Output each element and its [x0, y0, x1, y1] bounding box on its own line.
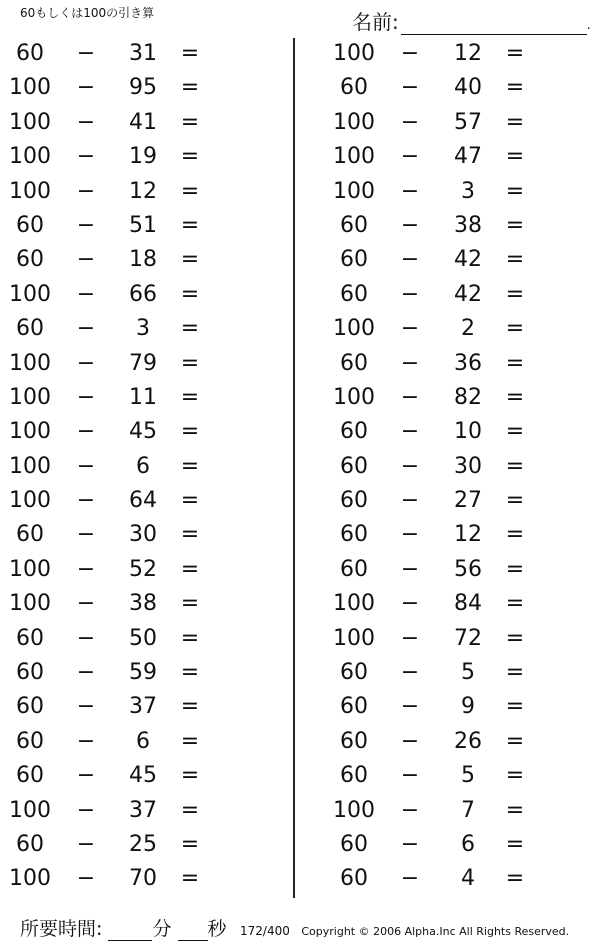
- answer-space[interactable]: [210, 140, 280, 170]
- footer-info: [240, 924, 569, 938]
- answer-space[interactable]: [534, 381, 600, 411]
- minuend: 60: [340, 212, 368, 238]
- name-end-mark: .: [586, 18, 591, 32]
- name-blank-line[interactable]: [401, 16, 587, 35]
- minus-sign: −: [76, 109, 96, 135]
- subtrahend: 57: [454, 109, 482, 135]
- minuend: 60: [16, 694, 44, 720]
- subtrahend: 30: [129, 522, 157, 548]
- answer-space[interactable]: [534, 794, 600, 824]
- answer-space[interactable]: [210, 690, 280, 720]
- minus-sign: −: [76, 75, 96, 101]
- minuend: 60: [16, 41, 44, 66]
- answer-space[interactable]: [534, 759, 600, 789]
- equals-sign: =: [180, 797, 200, 823]
- name-field: [352, 6, 591, 35]
- minuend: 60: [340, 488, 368, 514]
- minus-sign: −: [400, 866, 420, 892]
- subtrahend: 2: [461, 316, 475, 342]
- answer-space[interactable]: [210, 312, 280, 342]
- subtrahend: 82: [454, 384, 482, 410]
- equals-sign: =: [180, 453, 200, 479]
- minuend: 60: [340, 660, 368, 686]
- subtrahend: 3: [136, 316, 150, 342]
- equals-sign: =: [505, 350, 525, 376]
- minuend: 100: [9, 556, 51, 582]
- copyright-text: Copyright © 2006 Alpha.Inc All Rights Reserved.: [301, 925, 570, 938]
- minus-sign: −: [400, 728, 420, 754]
- equals-sign: =: [180, 316, 200, 342]
- answer-space[interactable]: [210, 209, 280, 239]
- answer-space[interactable]: [534, 862, 600, 892]
- answer-space[interactable]: [210, 725, 280, 755]
- subtrahend: 38: [454, 212, 482, 238]
- answer-space[interactable]: [210, 759, 280, 789]
- equals-sign: =: [180, 556, 200, 582]
- subtrahend: 11: [129, 384, 157, 410]
- equals-sign: =: [180, 694, 200, 720]
- minuend: 100: [9, 591, 51, 617]
- answer-space[interactable]: [534, 587, 600, 617]
- minuend: 100: [9, 144, 51, 170]
- subtrahend: 66: [129, 281, 157, 307]
- equals-sign: =: [505, 247, 525, 273]
- equals-sign: =: [505, 178, 525, 204]
- minuend: 60: [340, 831, 368, 857]
- minuend: 60: [340, 350, 368, 376]
- answer-space[interactable]: [210, 828, 280, 858]
- minus-sign: −: [400, 419, 420, 445]
- subtrahend: 56: [454, 556, 482, 582]
- minuend: 100: [9, 453, 51, 479]
- equals-sign: =: [505, 831, 525, 857]
- answer-space[interactable]: [210, 175, 280, 205]
- equals-sign: =: [505, 453, 525, 479]
- equals-sign: =: [505, 728, 525, 754]
- minus-sign: −: [76, 316, 96, 342]
- subtrahend: 38: [129, 591, 157, 617]
- subtrahend: 12: [454, 522, 482, 548]
- equals-sign: =: [180, 763, 200, 789]
- equals-sign: =: [505, 316, 525, 342]
- minuend: 60: [340, 522, 368, 548]
- equals-sign: =: [505, 144, 525, 170]
- minuend: 100: [9, 488, 51, 514]
- page-count: 172/400: [240, 924, 290, 938]
- minus-sign: −: [76, 556, 96, 582]
- equals-sign: =: [180, 728, 200, 754]
- equals-sign: =: [180, 144, 200, 170]
- subtrahend: 5: [461, 763, 475, 789]
- minutes-label: 分: [152, 918, 172, 940]
- equals-sign: =: [180, 75, 200, 101]
- minus-sign: −: [400, 384, 420, 410]
- equals-sign: =: [505, 488, 525, 514]
- minuend: 100: [9, 797, 51, 823]
- equals-sign: =: [505, 522, 525, 548]
- answer-space[interactable]: [534, 278, 600, 308]
- minuend: 100: [9, 281, 51, 307]
- minus-sign: −: [400, 522, 420, 548]
- minuend: 100: [9, 419, 51, 445]
- equals-sign: =: [180, 591, 200, 617]
- minus-sign: −: [76, 41, 96, 66]
- minuend: 100: [333, 797, 375, 823]
- subtrahend: 6: [461, 831, 475, 857]
- answer-space[interactable]: [534, 106, 600, 136]
- equals-sign: =: [180, 41, 200, 66]
- minuend: 100: [333, 41, 375, 66]
- answer-space[interactable]: [534, 347, 600, 377]
- equals-sign: =: [180, 178, 200, 204]
- subtrahend: 10: [454, 419, 482, 445]
- minus-sign: −: [76, 178, 96, 204]
- subtrahend: 5: [461, 660, 475, 686]
- subtrahend: 7: [461, 797, 475, 823]
- minuend: 100: [333, 109, 375, 135]
- minus-sign: −: [400, 488, 420, 514]
- equals-sign: =: [180, 384, 200, 410]
- subtrahend: 59: [129, 660, 157, 686]
- answer-space[interactable]: [534, 622, 600, 652]
- equals-sign: =: [180, 247, 200, 273]
- minuend: 60: [340, 728, 368, 754]
- equals-sign: =: [180, 109, 200, 135]
- answer-space[interactable]: [534, 415, 600, 445]
- minus-sign: −: [76, 350, 96, 376]
- equals-sign: =: [505, 763, 525, 789]
- minus-sign: −: [76, 281, 96, 307]
- minus-sign: −: [400, 453, 420, 479]
- time-required-field: [20, 914, 227, 941]
- subtrahend: 50: [129, 625, 157, 651]
- equals-sign: =: [180, 212, 200, 238]
- minus-sign: −: [400, 178, 420, 204]
- minus-sign: −: [76, 866, 96, 892]
- answer-space[interactable]: [210, 622, 280, 652]
- minuend: 60: [16, 247, 44, 273]
- equals-sign: =: [505, 75, 525, 101]
- answer-space[interactable]: [210, 106, 280, 136]
- seconds-label: 秒: [207, 918, 227, 940]
- minuend: 60: [16, 625, 44, 651]
- subtrahend: 79: [129, 350, 157, 376]
- answer-space[interactable]: [534, 71, 600, 101]
- minuend: 60: [16, 212, 44, 238]
- equals-sign: =: [180, 419, 200, 445]
- minus-sign: −: [400, 591, 420, 617]
- subtrahend: 40: [454, 75, 482, 101]
- subtrahend: 25: [129, 831, 157, 857]
- subtrahend: 41: [129, 109, 157, 135]
- equals-sign: =: [180, 488, 200, 514]
- minuend: 60: [340, 763, 368, 789]
- minuend: 100: [333, 591, 375, 617]
- minus-sign: −: [400, 109, 420, 135]
- minuend: 60: [340, 556, 368, 582]
- minuend: 100: [9, 178, 51, 204]
- minuend: 60: [340, 247, 368, 273]
- equals-sign: =: [180, 831, 200, 857]
- minus-sign: −: [76, 625, 96, 651]
- minuend: 60: [16, 763, 44, 789]
- subtrahend: 45: [129, 419, 157, 445]
- equals-sign: =: [180, 866, 200, 892]
- minus-sign: −: [76, 763, 96, 789]
- answer-space[interactable]: [534, 243, 600, 273]
- subtrahend: 19: [129, 144, 157, 170]
- time-label: 所要時間:: [20, 918, 103, 940]
- minus-sign: −: [76, 384, 96, 410]
- answer-space[interactable]: [210, 415, 280, 445]
- minuend: 100: [9, 350, 51, 376]
- equals-sign: =: [505, 384, 525, 410]
- subtrahend: 47: [454, 144, 482, 170]
- subtrahend: 18: [129, 247, 157, 273]
- answer-space[interactable]: [534, 553, 600, 583]
- minuend: 100: [333, 178, 375, 204]
- equals-sign: =: [180, 350, 200, 376]
- minus-sign: −: [76, 728, 96, 754]
- minus-sign: −: [76, 212, 96, 238]
- minuend: 60: [16, 522, 44, 548]
- answer-space[interactable]: [534, 690, 600, 720]
- subtrahend: 70: [129, 866, 157, 892]
- answer-space[interactable]: [534, 140, 600, 170]
- equals-sign: =: [505, 212, 525, 238]
- minuend: 60: [16, 831, 44, 857]
- minus-sign: −: [400, 75, 420, 101]
- subtrahend: 31: [129, 41, 157, 66]
- answer-space[interactable]: [534, 828, 600, 858]
- answer-space[interactable]: [210, 484, 280, 514]
- subtrahend: 64: [129, 488, 157, 514]
- answer-space[interactable]: [210, 450, 280, 480]
- minuend: 60: [340, 866, 368, 892]
- subtrahend: 36: [454, 350, 482, 376]
- minus-sign: −: [76, 522, 96, 548]
- minus-sign: −: [400, 694, 420, 720]
- equals-sign: =: [180, 281, 200, 307]
- minus-sign: −: [76, 488, 96, 514]
- subtrahend: 27: [454, 488, 482, 514]
- minus-sign: −: [400, 831, 420, 857]
- minuend: 60: [16, 660, 44, 686]
- subtrahend: 42: [454, 281, 482, 307]
- minus-sign: −: [400, 556, 420, 582]
- subtrahend: 72: [454, 625, 482, 651]
- subtrahend: 3: [461, 178, 475, 204]
- subtrahend: 4: [461, 866, 475, 892]
- answer-space[interactable]: [210, 553, 280, 583]
- answer-space[interactable]: [210, 381, 280, 411]
- minus-sign: −: [400, 350, 420, 376]
- minuend: 100: [9, 75, 51, 101]
- answer-space[interactable]: [210, 862, 280, 892]
- answer-space[interactable]: [534, 484, 600, 514]
- equals-sign: =: [505, 556, 525, 582]
- minuend: 100: [333, 625, 375, 651]
- minus-sign: −: [76, 419, 96, 445]
- subtrahend: 42: [454, 247, 482, 273]
- answer-space[interactable]: [534, 37, 600, 67]
- minus-sign: −: [400, 797, 420, 823]
- answer-space[interactable]: [534, 312, 600, 342]
- equals-sign: =: [505, 797, 525, 823]
- minuend: 100: [333, 316, 375, 342]
- equals-sign: =: [505, 109, 525, 135]
- minus-sign: −: [400, 41, 420, 66]
- minus-sign: −: [400, 660, 420, 686]
- minuend: 60: [340, 281, 368, 307]
- minuend: 60: [340, 419, 368, 445]
- minus-sign: −: [400, 144, 420, 170]
- answer-space[interactable]: [210, 347, 280, 377]
- answer-space[interactable]: [534, 450, 600, 480]
- subtrahend: 26: [454, 728, 482, 754]
- answer-space[interactable]: [210, 37, 280, 67]
- minus-sign: −: [76, 453, 96, 479]
- answer-space[interactable]: [210, 71, 280, 101]
- minuend: 60: [16, 316, 44, 342]
- minus-sign: −: [76, 660, 96, 686]
- minus-sign: −: [400, 316, 420, 342]
- answer-space[interactable]: [210, 518, 280, 548]
- subtrahend: 6: [136, 728, 150, 754]
- minuend: 100: [9, 109, 51, 135]
- answer-space[interactable]: [210, 794, 280, 824]
- subtrahend: 30: [454, 453, 482, 479]
- column-divider: [293, 38, 295, 898]
- equals-sign: =: [505, 694, 525, 720]
- minus-sign: −: [400, 763, 420, 789]
- subtrahend: 45: [129, 763, 157, 789]
- minus-sign: −: [76, 831, 96, 857]
- answer-space[interactable]: [534, 209, 600, 239]
- equals-sign: =: [180, 625, 200, 651]
- subtrahend: 12: [129, 178, 157, 204]
- minus-sign: −: [76, 144, 96, 170]
- answer-space[interactable]: [534, 518, 600, 548]
- minus-sign: −: [400, 212, 420, 238]
- subtrahend: 37: [129, 797, 157, 823]
- minuend: 60: [340, 453, 368, 479]
- answer-space[interactable]: [210, 587, 280, 617]
- minus-sign: −: [400, 281, 420, 307]
- answer-space[interactable]: [534, 175, 600, 205]
- equals-sign: =: [505, 660, 525, 686]
- subtrahend: 95: [129, 75, 157, 101]
- minuend: 60: [16, 728, 44, 754]
- minus-sign: −: [76, 694, 96, 720]
- minus-sign: −: [400, 625, 420, 651]
- answer-space[interactable]: [534, 725, 600, 755]
- subtrahend: 37: [129, 694, 157, 720]
- subtrahend: 84: [454, 591, 482, 617]
- answer-space[interactable]: [210, 243, 280, 273]
- minuend: 60: [340, 694, 368, 720]
- minus-sign: −: [400, 247, 420, 273]
- minus-sign: −: [76, 247, 96, 273]
- equals-sign: =: [505, 41, 525, 66]
- minus-sign: −: [76, 591, 96, 617]
- equals-sign: =: [180, 660, 200, 686]
- answer-space[interactable]: [210, 278, 280, 308]
- minus-sign: −: [76, 797, 96, 823]
- minuend: 60: [340, 75, 368, 101]
- subtrahend: 12: [454, 41, 482, 66]
- subtrahend: 51: [129, 212, 157, 238]
- minuend: 100: [9, 384, 51, 410]
- minuend: 100: [333, 144, 375, 170]
- subtrahend: 6: [136, 453, 150, 479]
- name-label: 名前:: [352, 10, 399, 34]
- equals-sign: =: [505, 866, 525, 892]
- minuend: 100: [9, 866, 51, 892]
- answer-space[interactable]: [210, 656, 280, 686]
- worksheet-title: 60もしくは100の引き算: [20, 6, 155, 20]
- equals-sign: =: [505, 625, 525, 651]
- answer-space[interactable]: [534, 656, 600, 686]
- equals-sign: =: [505, 419, 525, 445]
- subtrahend: 9: [461, 694, 475, 720]
- minutes-blank[interactable]: [108, 920, 152, 941]
- equals-sign: =: [505, 281, 525, 307]
- subtrahend: 52: [129, 556, 157, 582]
- equals-sign: =: [505, 591, 525, 617]
- seconds-blank[interactable]: [178, 920, 208, 941]
- equals-sign: =: [180, 522, 200, 548]
- minuend: 100: [333, 384, 375, 410]
